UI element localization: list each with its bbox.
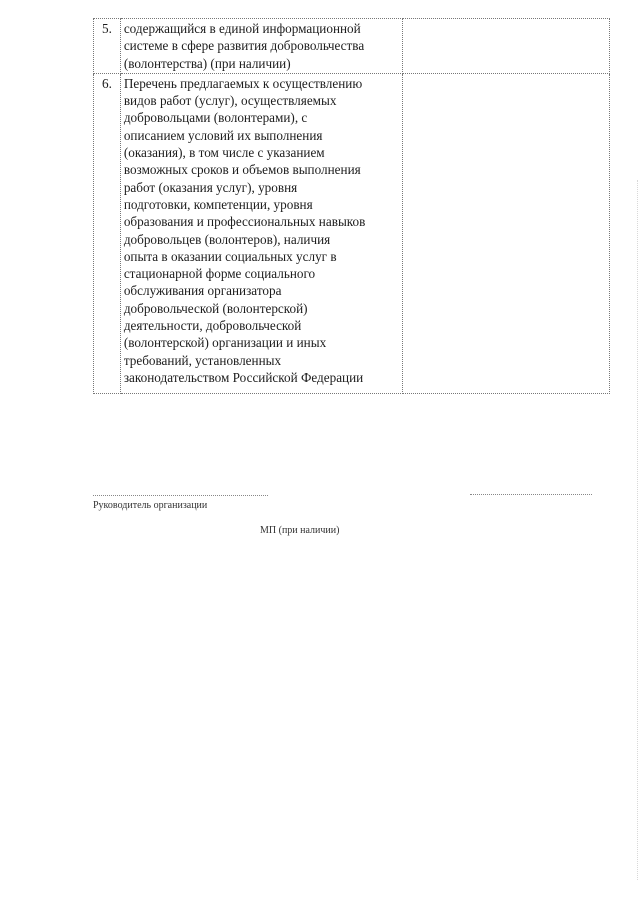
row-number: 5. <box>94 19 121 74</box>
row-description <box>120 19 402 74</box>
description-line: законодательством Российской Федерации <box>123 369 364 385</box>
row-value-cell <box>403 73 610 393</box>
description-line: образования и профессиональных навыков <box>123 214 366 230</box>
description-line: стационарной форме социального <box>123 266 316 282</box>
row-value-cell <box>403 19 610 74</box>
application-table <box>93 18 610 394</box>
description-line: работ (оказания услуг), уровня <box>123 179 298 195</box>
description-line: обслуживания организатора <box>123 283 282 299</box>
description-line: системе в сфере развития добровольчества <box>123 38 365 54</box>
head-of-organization-label: Руководитель организации <box>93 500 208 511</box>
description-line: подготовки, компетенции, уровня <box>123 196 313 212</box>
description-line: требований, установленных <box>123 352 282 368</box>
description-line: возможных сроков и объемов выполнения <box>123 162 361 178</box>
description-line: деятельности, добровольческой <box>123 318 302 334</box>
description-line: опыта в оказании социальных услуг в <box>123 248 337 264</box>
description-line: добровольческой (волонтерской) <box>123 300 308 316</box>
table-row <box>94 19 610 74</box>
description-line: (волонтерской) организации и иных <box>123 335 327 351</box>
description-line: содержащийся в единой информационной <box>123 21 361 36</box>
description-line: добровольцами (волонтерами), с <box>123 110 308 126</box>
row-number: 6. <box>94 73 121 393</box>
table-row <box>94 73 610 393</box>
description-line: (оказания), в том числе с указанием <box>123 145 325 161</box>
description-line: Перечень предлагаемых к осуществлению <box>123 75 363 91</box>
stamp-label: МП (при наличии) <box>260 525 340 536</box>
row-description <box>120 73 402 393</box>
description-line: описанием условий их выполнения <box>123 127 323 143</box>
name-line <box>470 494 592 495</box>
description-line: видов работ (услуг), осуществляемых <box>123 93 337 109</box>
description-line: (волонтерства) (при наличии) <box>123 55 291 71</box>
description-line: добровольцев (волонтеров), наличия <box>123 231 331 247</box>
signature-line <box>93 495 268 496</box>
